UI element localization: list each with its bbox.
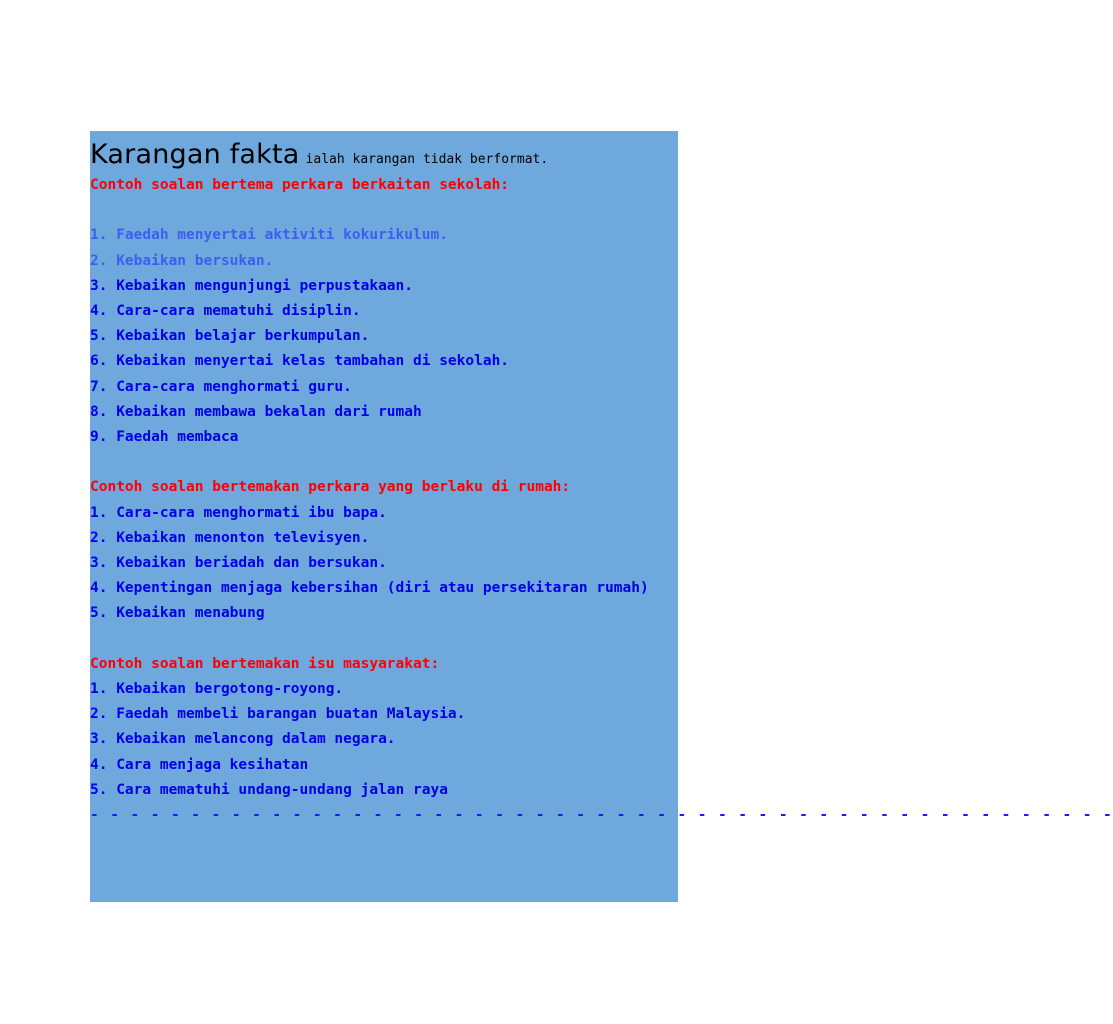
spacer [90,627,678,652]
list-item: 5. Kebaikan menabung [90,605,265,622]
list-item: 6. Kebaikan menyertai kelas tambahan di sekolah. [90,353,510,370]
list-item: 4. Kepentingan menjaga kebersihan (diri atau persekitaran rumah) [90,580,649,597]
list-item: 9. Faedah membaca [90,429,239,446]
spacer [90,198,678,223]
dashed-divider: - - - - - - - - - - - - - - - - - - - - - - - - - - - - - - - - - - - - - - - - - - - - - - - - - - - [90,807,1113,824]
list-item: 2. Kebaikan bersukan. [90,252,274,269]
list-item: 7. Cara-cara menghormati guru. [90,378,352,395]
section-home-heading: Contoh soalan bertemakan perkara yang berlaku di rumah: [90,479,571,496]
list-item: 3. Kebaikan beriadah dan bersukan. [90,555,387,572]
list-item: 2. Kebaikan menonton televisyen. [90,529,370,546]
document-card [90,131,1113,902]
list-item: 3. Kebaikan melancong dalam negara. [90,731,396,748]
list-item: 3. Kebaikan mengunjungi perpustakaan. [90,277,414,294]
title-line [90,139,678,173]
title-description: ialah karangan tidak berformat. [305,152,549,167]
list-item: 5. Kebaikan belajar berkumpulan. [90,328,370,345]
spacer [90,450,678,475]
section-society-heading: Contoh soalan bertemakan isu masyarakat: [90,655,440,672]
list-item: 1. Faedah menyertai aktiviti kokurikulum. [90,227,448,244]
list-item: 4. Cara-cara mematuhi disiplin. [90,303,361,319]
list-item: 5. Cara mematuhi undang-undang jalan raya [90,781,448,798]
list-item: 8. Kebaikan membawa bekalan dari rumah [90,403,422,420]
list-item: 1. Cara-cara menghormati ibu bapa. [90,504,387,521]
section-school-heading: Contoh soalan bertema perkara berkaitan sekolah: [90,177,510,193]
list-item: 1. Kebaikan bergotong-royong. [90,681,344,698]
list-item: 4. Cara menjaga kesihatan [90,756,309,773]
document-title: Karangan fakta [90,139,300,170]
list-item: 2. Faedah membeli barangan buatan Malaysia. [90,706,466,723]
